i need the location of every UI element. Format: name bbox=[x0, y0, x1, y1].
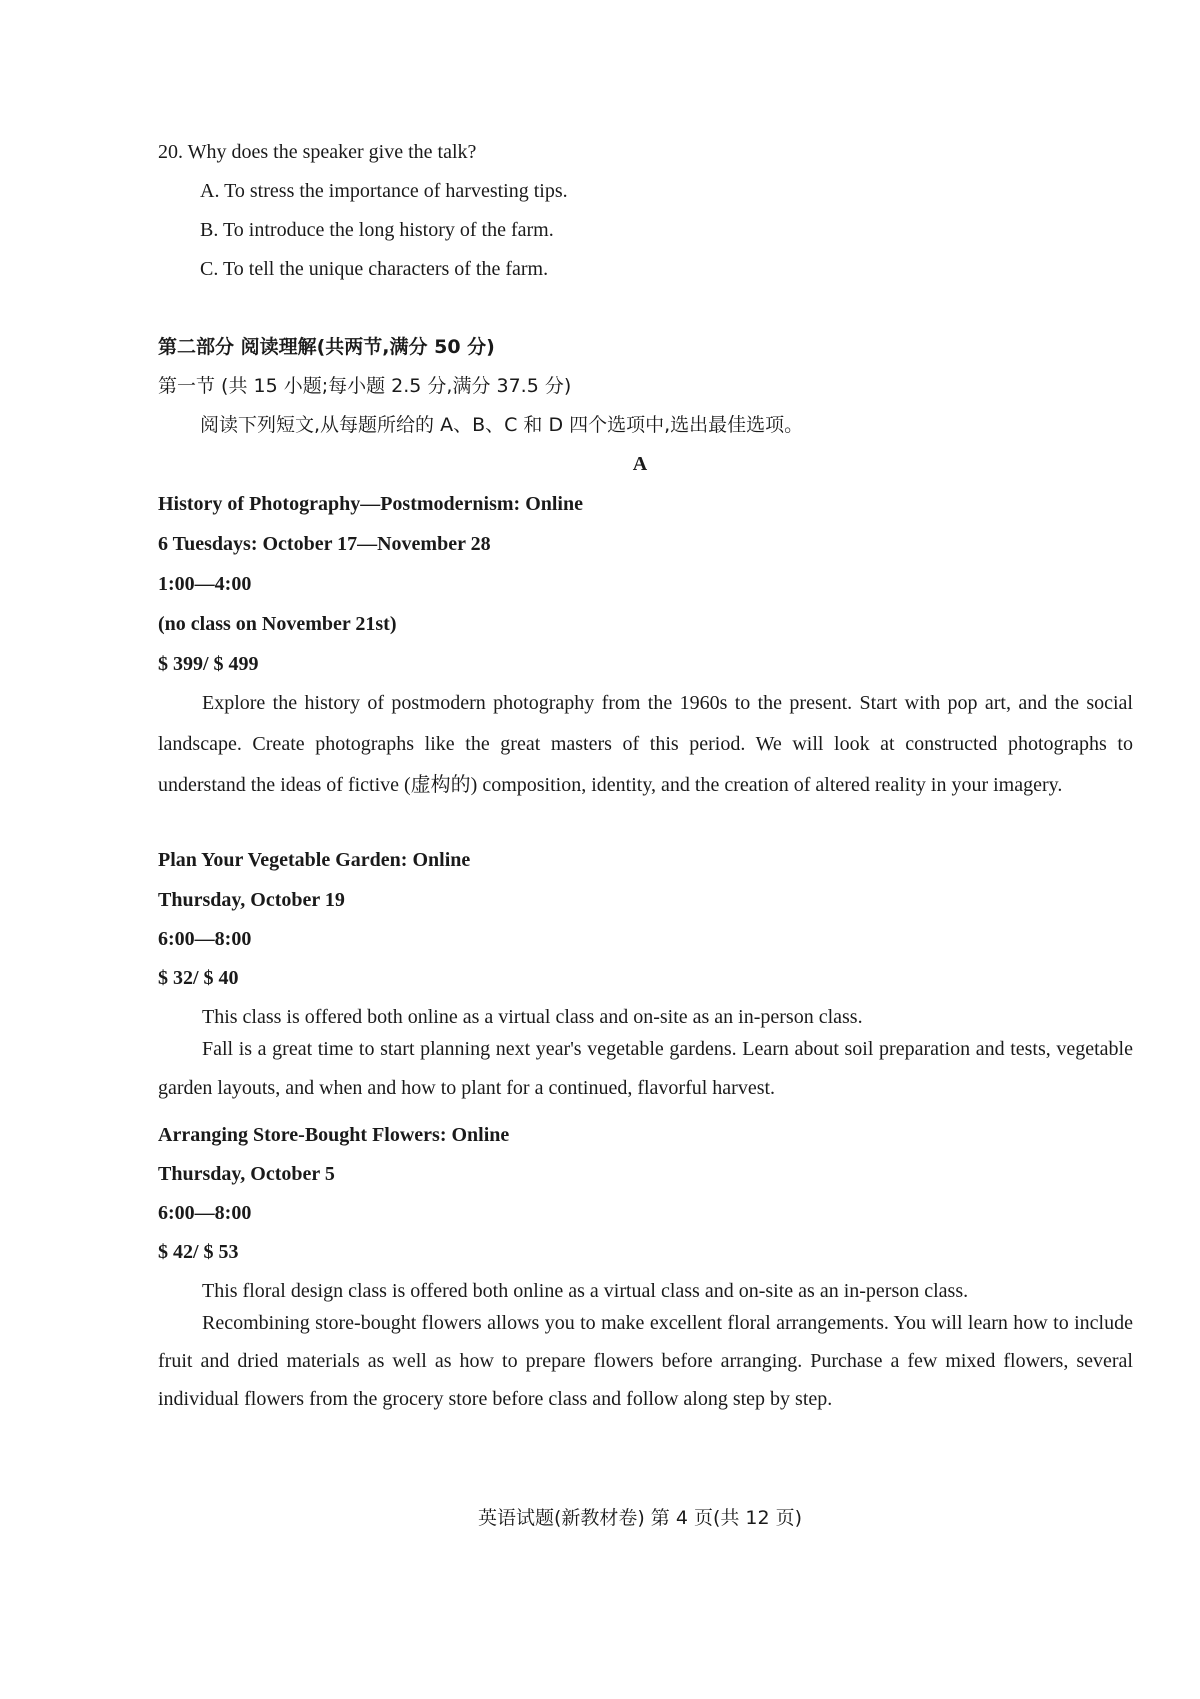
section1-heading: 第一节 (共 15 小题;每小题 2.5 分,满分 37.5 分) bbox=[158, 375, 572, 397]
page-footer: 英语试题(新教材卷) 第 4 页(共 12 页) bbox=[477, 1507, 803, 1529]
course-2-title: Plan Your Vegetable Garden: Online bbox=[158, 849, 471, 871]
scan-bottom-margin bbox=[0, 1553, 1200, 1699]
course-1-time: 1:00—4:00 bbox=[158, 573, 252, 595]
course-3-title: Arranging Store-Bought Flowers: Online bbox=[158, 1124, 510, 1146]
course-2-date: Thursday, October 19 bbox=[158, 889, 345, 911]
passage-label: A bbox=[632, 453, 648, 475]
course-2-format: This class is offered both online as a virtual class and on-site as an in-person class. bbox=[202, 1006, 863, 1028]
course-3-price: $ 42/ $ 53 bbox=[158, 1241, 239, 1263]
course-1-description: Explore the history of postmodern photography from the 1960s to the present. Start with pop art, and the social landscape. Create photographs like the great masters of this period. We will look at constructed photographs to understand the ideas of fictive (虚构的) composition, identity, and the creation of altered reality in your imagery. bbox=[158, 692, 1133, 796]
course-2-time: 6:00—8:00 bbox=[158, 928, 252, 950]
question-20-option-c: C. To tell the unique characters of the farm. bbox=[200, 258, 549, 280]
course-3-format: This floral design class is offered both online as a virtual class and on-site as an in-person class. bbox=[202, 1280, 969, 1302]
question-20-option-a: A. To stress the importance of harvesting tips. bbox=[200, 180, 568, 202]
course-3-time: 6:00—8:00 bbox=[158, 1202, 252, 1224]
course-1-title: History of Photography—Postmodernism: Online bbox=[158, 493, 583, 515]
course-2-price: $ 32/ $ 40 bbox=[158, 967, 239, 989]
course-1-price: $ 399/ $ 499 bbox=[158, 653, 259, 675]
part2-heading: 第二部分 阅读理解(共两节,满分 50 分) bbox=[158, 336, 495, 358]
question-20-stem: 20. Why does the speaker give the talk? bbox=[158, 141, 477, 163]
course-1-note: (no class on November 21st) bbox=[158, 613, 397, 635]
course-2-description: Fall is a great time to start planning next year's vegetable gardens. Learn about soil preparation and tests, vegetable garden layouts, and when and how to plant for a continued, flavorful harvest. bbox=[158, 1038, 1133, 1099]
course-1-date: 6 Tuesdays: October 17—November 28 bbox=[158, 533, 491, 555]
question-20-option-b: B. To introduce the long history of the farm. bbox=[200, 219, 554, 241]
course-3-description: Recombining store-bought flowers allows you to make excellent floral arrangements. You will learn how to include fruit and dried materials as well as how to prepare flowers before arranging. Purchase a few mixed flowers, several individual flowers from the grocery store before class and follow along step by step. bbox=[158, 1312, 1133, 1410]
reading-instruction: 阅读下列短文,从每题所给的 A、B、C 和 D 四个选项中,选出最佳选项。 bbox=[200, 414, 804, 436]
course-3-date: Thursday, October 5 bbox=[158, 1163, 335, 1185]
